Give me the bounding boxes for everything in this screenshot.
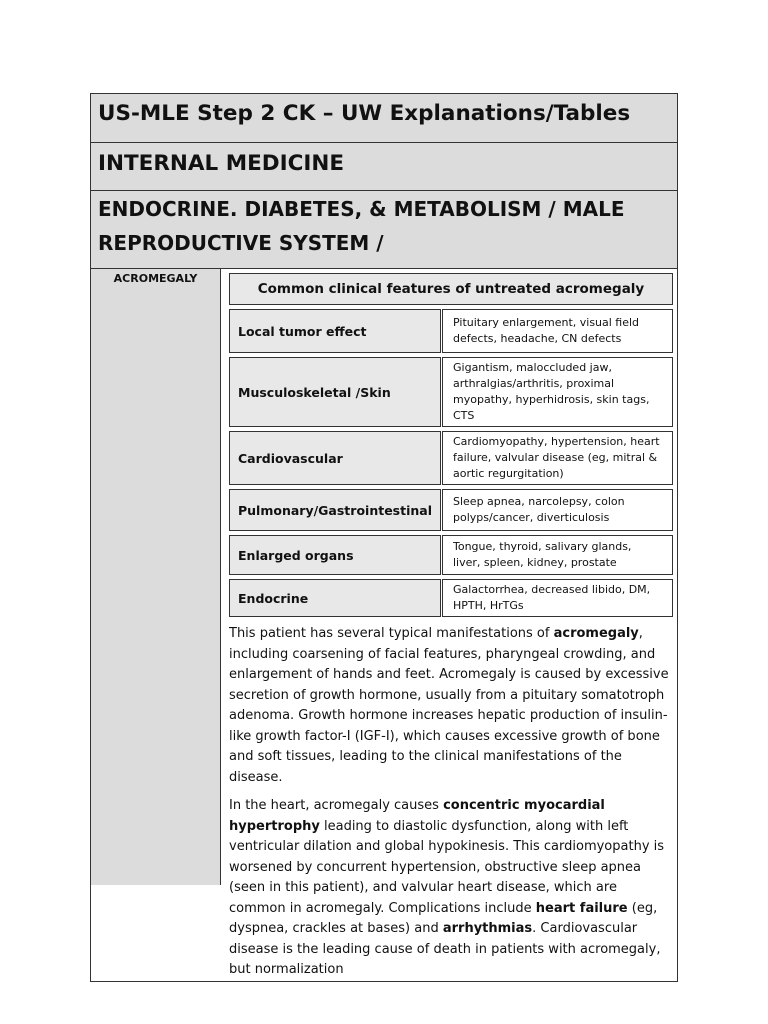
- feature-category: Pulmonary/Gastrointestinal: [229, 489, 441, 531]
- table-row: [229, 431, 673, 485]
- feature-category: Endocrine: [229, 579, 441, 617]
- bold-term: heart failure: [535, 900, 628, 916]
- topic-content: [221, 269, 677, 981]
- paragraph-text: In the heart, acromegaly causes: [229, 798, 444, 813]
- table-row: [229, 309, 673, 353]
- table-row: [229, 489, 673, 531]
- section-heading: [91, 191, 677, 269]
- table-row: [229, 357, 673, 427]
- feature-details: Pituitary enlargement, visual field defects, headache, CN defects: [442, 309, 673, 353]
- paragraph-text: (eg, dyspnea, crackles at bases) and: [229, 900, 658, 936]
- bold-term: acromegaly: [553, 626, 639, 641]
- feature-category: Cardiovascular: [229, 431, 441, 485]
- explanation-paragraph-2: [229, 796, 675, 981]
- section-heading-line1: ENDOCRINE. DIABETES, & METABOLISM / MALE: [98, 197, 625, 221]
- feature-details: Cardiomyopathy, hypertension, heart failure, valvular disease (eg, mitral & aortic regurgitation): [442, 431, 673, 485]
- table-row: [229, 535, 673, 575]
- content-row: [91, 269, 677, 981]
- topic-label: ACROMEGALY: [91, 269, 221, 885]
- features-table-title: Common clinical features of untreated acromegaly: [229, 273, 673, 305]
- document-title: US-MLE Step 2 CK – UW Explanations/Tables: [91, 94, 677, 143]
- explanation-paragraph-1: [229, 624, 675, 788]
- subject-heading: INTERNAL MEDICINE: [91, 143, 677, 191]
- feature-details: Tongue, thyroid, salivary glands, liver, spleen, kidney, prostate: [442, 535, 673, 575]
- bold-term: arrhythmias: [442, 921, 533, 936]
- paragraph-text: , including coarsening of facial features, pharyngeal crowding, and enlargement of hands and feet. Acromegaly is caused by excessive secretion of growth hormone, usually from a pituitary somatotroph adenoma. Growth hormone increases hepatic production of insulin-like growth factor-I (IGF-I), which causes excessive growth of bone and soft tissues, leading to the clinical manifestations of the disease.: [229, 626, 669, 785]
- features-table: [228, 269, 674, 621]
- table-row: [229, 579, 673, 617]
- feature-category: Enlarged organs: [229, 535, 441, 575]
- feature-category: Musculoskeletal /Skin: [229, 357, 441, 427]
- feature-category: Local tumor effect: [229, 309, 441, 353]
- section-heading-line2: REPRODUCTIVE SYSTEM /: [98, 231, 384, 255]
- feature-details: Gigantism, maloccluded jaw, arthralgias/arthritis, proximal myopathy, hyperhidrosis, skin tags, CTS: [442, 357, 673, 427]
- feature-details: Sleep apnea, narcolepsy, colon polyps/cancer, diverticulosis: [442, 489, 673, 531]
- paragraph-text: This patient has several typical manifestations of: [229, 626, 554, 641]
- features-table-title-row: [229, 273, 673, 305]
- paragraph-text: . Cardiovascular disease is the leading cause of death in patients with acromegaly, but normalization: [229, 921, 661, 977]
- paragraph-text: leading to diastolic dysfunction, along with left ventricular dilation and global hypokinesis. This cardiomyopathy is worsened by concurrent hypertension, obstructive sleep apnea (seen in this patient), and valvular heart disease, which are common in acromegaly. Complications include: [229, 818, 665, 916]
- document-page: [90, 93, 678, 982]
- bold-term: concentric myocardial hypertrophy: [229, 798, 605, 834]
- feature-details: Galactorrhea, decreased libido, DM, HPTH, HrTGs: [442, 579, 673, 617]
